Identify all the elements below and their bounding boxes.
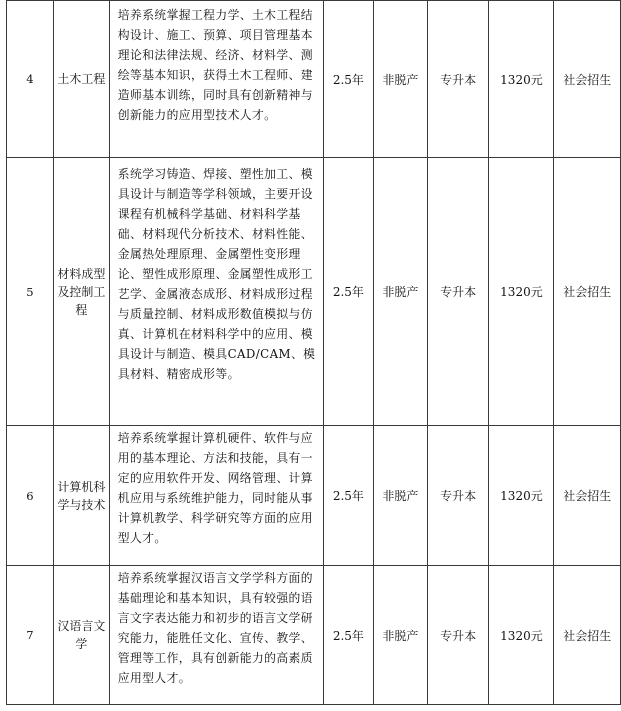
tuition-fee: 1320元 (489, 426, 554, 566)
table-row (7, 426, 621, 566)
program-table (6, 0, 621, 705)
major-name: 材料成型及控制工程 (53, 158, 109, 426)
recruit-type: 社会招生 (554, 158, 621, 426)
study-years: 2.5年 (323, 1, 373, 158)
study-years: 2.5年 (323, 158, 373, 426)
major-name: 汉语言文学 (53, 566, 109, 705)
study-mode: 非脱产 (373, 426, 427, 566)
major-name: 计算机科学与技术 (53, 426, 109, 566)
major-name: 土木工程 (53, 1, 109, 158)
table-row (7, 1, 621, 158)
recruit-type: 社会招生 (554, 426, 621, 566)
major-description: 系统学习铸造、焊接、塑性加工、模具设计与制造等学科领域，主要开设课程有机械科学基础、材料科学基础、材料现代分析技术、材料性能、金属热处理原理、金属塑性变形理论、塑性成形原理、金属塑性成形工艺学、金属液态成形、材料成形过程与质量控制、材料成形数值模拟与仿真、计算机在材料科学中的应用、模具设计与制造、模具CAD/CAM、模具材料、精密成形等。 (109, 158, 323, 426)
recruit-type: 社会招生 (554, 1, 621, 158)
table-row (7, 566, 621, 705)
study-level: 专升本 (427, 1, 489, 158)
study-years: 2.5年 (323, 426, 373, 566)
study-mode: 非脱产 (373, 1, 427, 158)
tuition-fee: 1320元 (489, 566, 554, 705)
table-row (7, 158, 621, 426)
row-index: 4 (7, 1, 54, 158)
study-level: 专升本 (427, 426, 489, 566)
recruit-type: 社会招生 (554, 566, 621, 705)
row-index: 5 (7, 158, 54, 426)
study-years: 2.5年 (323, 566, 373, 705)
tuition-fee: 1320元 (489, 158, 554, 426)
tuition-fee: 1320元 (489, 1, 554, 158)
study-level: 专升本 (427, 158, 489, 426)
study-mode: 非脱产 (373, 158, 427, 426)
row-index: 7 (7, 566, 54, 705)
major-description: 培养系统掌握计算机硬件、软件与应用的基本理论、方法和技能，具有一定的应用软件开发、网络管理、计算机应用与系统维护能力，同时能从事计算机教学、科学研究等方面的应用型人才。 (109, 426, 323, 566)
study-level: 专升本 (427, 566, 489, 705)
major-description: 培养系统掌握工程力学、土木工程结构设计、施工、预算、项目管理基本理论和法律法规、经济、材料学、测绘等基本知识，获得土木工程师、建造师基本训练，同时具有创新精神与创新能力的应用型技术人才。 (109, 1, 323, 158)
study-mode: 非脱产 (373, 566, 427, 705)
row-index: 6 (7, 426, 54, 566)
major-description: 培养系统掌握汉语言文学学科方面的基础理论和基本知识，具有较强的语言文字表达能力和初步的语言文学研究能力，能胜任文化、宣传、教学、管理等工作，具有创新能力的高素质应用型人才。 (109, 566, 323, 705)
